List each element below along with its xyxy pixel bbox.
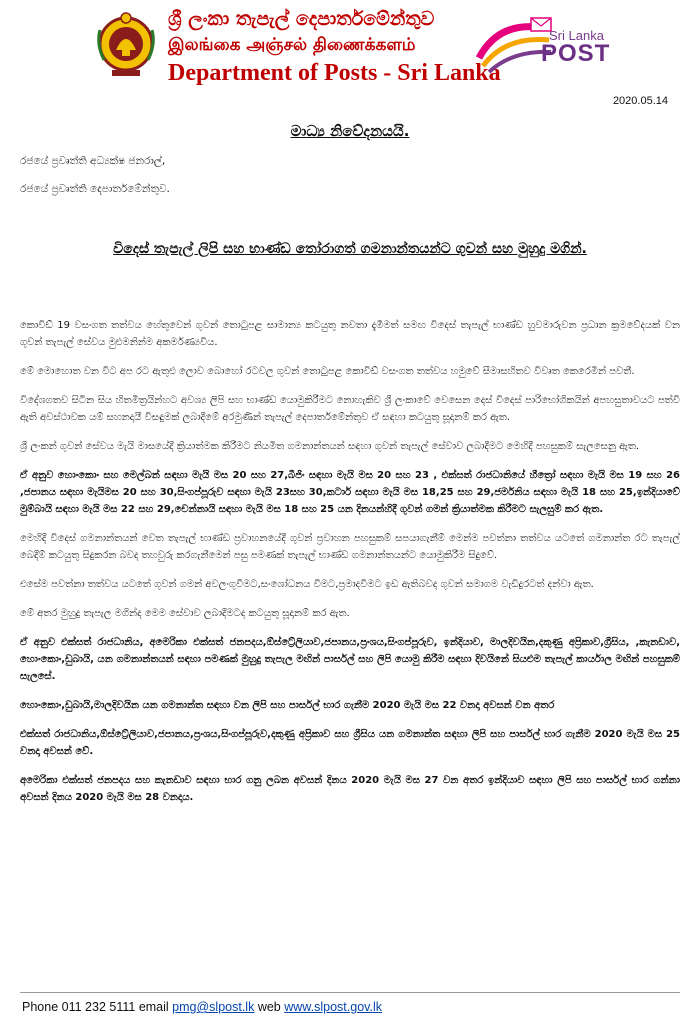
paragraph: මේ අතර මුහුදු තැපැල මගින්ද මෙම සේවාව ලබාදීමටද කටයුතු සූදානම් කර ඇත.	[20, 608, 350, 619]
paragraph-deadline-1: හොංකොං,ඩුබායි,මාලදිවයින යන ගමනාන්ත සඳහා වන ලිපි සහ පාර්සල් භාර ගැනීම 2020 මැයි මස 22 වනදා අවසන් වන අතර	[20, 700, 555, 711]
paragraph: කොවිඩ් 19 වසංගත තත්වය හේතුවෙන් ගුවන් තොටුපළ සාමාන්‍ය කටයුතු නවතා දැමීමත් සමඟ විදෙස් තැපැල් භාණ්ඩ හුවමාරුවන ප්‍රධාන ක්‍රමවේදයක් වන ගුවන් තැපැල් සේවය මුළුමනින්ම අකර්මණ්‍යවිය.	[20, 320, 680, 348]
paragraph: විදේශගතව සිටින සිය හිතමිත්‍රයින්හට අවශ්‍ය ලිපි සහ භාණ්ඩ යොමුකිරීමට නොහැකිව ශ්‍රී ලංකාවේ වෙසෙන දෙස් විදෙස් පාරිභෝගිකයින් අපහසුතාවයට පත්වී ඇති අවස්ථාවක යම් සහනදායී විසඳුමක් ලබාදීමේ අරමුණින් තැපැල් දෙපාර්තමේන්තුව ඒ සඳහා කටයුතු සූදානම් කර ඇත.	[20, 395, 680, 423]
header-title-sinhala: ශ්‍රී ලංකා තැපැල් දෙපාර්තමේන්තුව	[168, 8, 435, 30]
document-date: 2020.05.14	[612, 95, 668, 107]
paragraph: මෙහිදී විදෙස් ගමනාන්තයන් වෙත තැපැල් භාණ්ඩ ප්‍රවාහනයේදී ගුවන් ප්‍රවාහන පහසුකම් සපයාගැනීම් මෙන්ම පවත්නා තත්වය යටතේ ගමනාන්ත රට තැපැල් බෙදීම් කටයුතු සිදුකරන බවද තහවුරු කරගැනීමෙන් පසු පමණක් තැපැල් භාණ්ඩ ගමනාන්තයන්ට යොමුකිරීම සිදුවේ.	[20, 533, 680, 561]
phone-number: 011 232 5111	[61, 1000, 136, 1014]
sri-lanka-emblem-icon	[94, 10, 158, 80]
web-label: web	[257, 1000, 281, 1014]
logo-post-text: POST	[541, 40, 611, 67]
body-text	[20, 317, 680, 818]
email-link[interactable]: pmg@slpost.lk	[172, 1000, 255, 1014]
addressee-line-1: රජයේ ප්‍රවෘත්ති අධ්‍යක්ෂ ජනරාල්,	[20, 155, 166, 167]
header-title-tamil: இலங்கை அஞ்சல் திணைக்களம்	[168, 35, 416, 55]
letterhead	[0, 0, 700, 90]
paragraph-flight-schedule: ඒ අනුව හොංකොං සහ මෙල්බන් සඳහා මැයි මස 20 සහ 27,බීජිං සඳහා මැයි මස 20 සහ 23 , එක්සත් රාජධානියේ හීත්‍රෝ සඳහා මැයි මස 19 සහ 26 ,ජපානය සඳහා මැයිමස 20 සහ 30,සිංගප්පූරුව සඳහා මැයි 23සහ 30,කටාර් සඳහා මැයි මස 18,25 සහ 29,ජර්මනිය සඳහා මැයි 18 සහ 25,ඉන්දියාවේ මුම්බායි සඳහා මැයි මස 22 සහ 29,චෙන්නායි සඳහා මැයි මස 18 සහ 25 යන දිනයන්හිදී ගුවන් ගමන් ක්‍රියාත්මක කිරීමට සැලසුම් කර ඇත.	[20, 470, 680, 515]
paragraph: ශ්‍රී ලංකන් ගුවන් සේවය මැයි මාසයේදී ක්‍රියාත්මක කිරීමට නියමිත ගමනාන්තයන් සඳහා ගුවන් තැපැල් සේවාව ලබාදීමට මෙහිදී පහසුකම් සැලසෙනු ඇත.	[20, 441, 640, 452]
phone-label: Phone	[22, 1000, 59, 1014]
paragraph-sea-mail-destinations: ඒ අනුව එක්සත් රාජධානිය, අමෙරිකා එක්සත් ජනපදය,ඕස්ට්‍රේලියාව,ජපානය,ප්‍රංශය,සිංගප්පූරුව, ඉන්දියාව, මාලදිවයින,දකුණු අප්‍රිකාව,ග්‍රීසිය, ,කැනඩාව, හොංකොං,ඩුබායි, යන ගමනාන්තයන් සඳහා පමණක් මුහුදු තැපැල මඟින් පාර්සල් සහ ලිපි යොමු කිරීම සඳහා දිවයිනේ සියළුම තැපැල් කාර්යාල මඟින් පහසුකම් සැලසේ.	[20, 637, 680, 682]
page-title: මාධ්‍ය නිවේදනයයි.	[290, 122, 410, 140]
web-link[interactable]: www.slpost.gov.lk	[284, 1000, 382, 1014]
paragraph-deadline-3: අමෙරිකා එක්සත් ජනපදය සහ කැනඩාව සඳහා භාර ගනු ලබන අවසන් දිනය 2020 මැයි මස 27 වන අතර ඉන්දියාව සඳහා ලිපි සහ පාර්සල් භාර ගන්නා අවසන් දිනය 2020 මැයි මස 28 වනදාය.	[20, 775, 680, 803]
footer-divider	[20, 992, 680, 993]
paragraph: මේ මොහොත වන විට අප රට ඇතුළු ලොව බොහෝ රටවල ගුවන් තොටුපළ කොවිඩ් වසංගත තත්වය හමුවේ සීමාසහිතව විවෘත කෙරෙමින් පවතී.	[20, 366, 635, 377]
sri-lanka-post-logo	[475, 14, 625, 76]
header-title-english: Department of Posts - Sri Lanka	[168, 60, 501, 86]
paragraph: එසේම පවත්නා තත්වය යටතේ ගුවන් ගමන් අවලංගුවීමට,සංශෝධනය වීමට,ප්‍රමාදවීමට ඉඩ ඇතිබවද ගුවන් සමාගම වැඩිදුරටත් දන්වා ඇත.	[20, 579, 594, 590]
addressee-line-2: රජයේ ප්‍රවෘත්ති දෙපාර්තමේන්තුව.	[20, 183, 170, 195]
email-label: email	[138, 1000, 169, 1014]
paragraph-deadline-2: එක්සත් රාජධානිය,ඕස්ට්‍රේලියාව,ජපානය,ප්‍රංශය,සිංගප්පූරුව,දකුණු අප්‍රිකාව සහ ග්‍රීසිය යන ගමනාන්ත සඳහා ලිපි සහ පාර්සල් භාර ගැනීම 2020 මැයි මස 25 වනදා අවසන් වේ.	[20, 729, 680, 757]
logo-sri-lanka-text: Sri Lanka	[549, 28, 604, 43]
footer-contact	[22, 1000, 382, 1014]
headline: විදෙස් තැපැල් ලිපි සහ භාණ්ඩ තෝරාගත් ගමනාන්තයන්ට ගුවන් සහ මුහුදු මගින්.	[113, 241, 587, 257]
